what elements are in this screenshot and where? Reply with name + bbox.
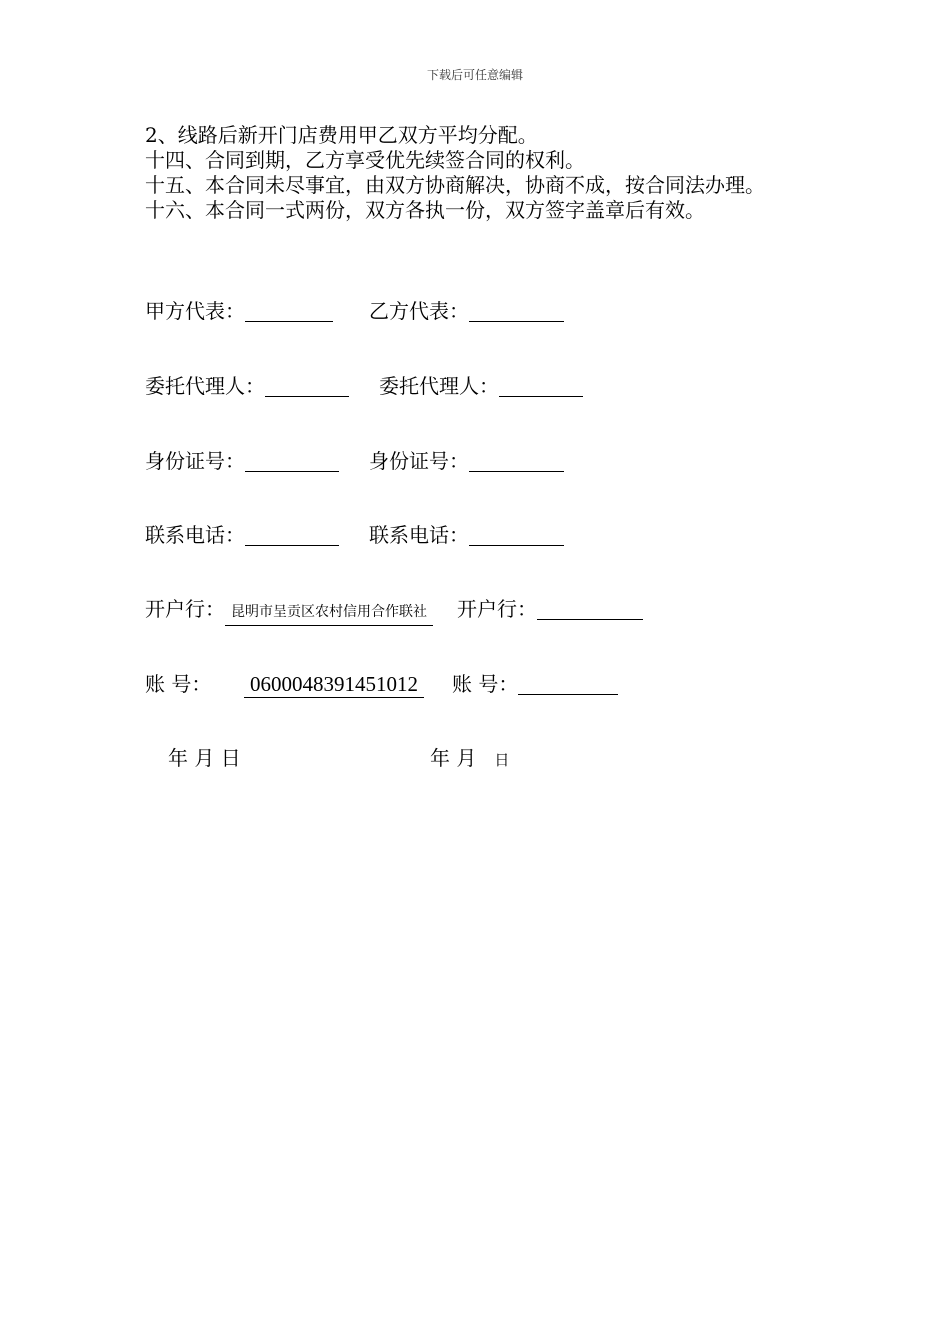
party-b-rep-blank[interactable] [469,299,564,322]
bank-a-field [145,595,433,626]
account-a-field [145,670,211,698]
clause-fee-split: 2、线路后新开门店费用甲乙双方平均分配。 [145,123,538,147]
phone-a-blank[interactable] [245,523,339,546]
contract-clauses [145,123,815,223]
date-b-day: 日 [494,751,510,769]
id-b-blank[interactable] [469,449,564,472]
id-b-label: 身份证号： [369,449,469,473]
phone-b-blank[interactable] [469,523,564,546]
clause-15-disputes: 十五、本合同未尽事宜，由双方协商解决，协商不成，按合同法办理。 [145,173,765,197]
clause-14-renewal: 十四、合同到期，乙方享受优先续签合同的权利。 [145,148,585,172]
phone-b-label: 联系电话： [369,523,469,547]
account-b-label: 账 号： [452,672,519,696]
bank-b-label: 开户行： [457,597,537,621]
bank-a-label: 开户行： [145,597,225,621]
account-a-value-field [244,670,424,698]
page-header: 下载后可任意编辑 [426,68,523,82]
phone-b-field [369,521,564,549]
id-b-field [369,447,564,475]
agent-b-field [379,372,583,400]
account-a-value[interactable]: 0600048391451012 [244,671,424,698]
id-a-field [145,447,339,475]
agent-a-field [145,372,349,400]
agent-a-blank[interactable] [265,374,349,397]
account-b-blank[interactable] [518,672,618,695]
phone-a-field [145,521,339,549]
party-a-rep-blank[interactable] [245,299,333,322]
bank-b-blank[interactable] [537,597,643,620]
party-b-rep-label: 乙方代表： [369,299,469,323]
bank-b-field [457,595,643,623]
account-b-field [452,670,618,698]
date-b [430,744,509,774]
bank-a-value[interactable]: 昆明市呈贡区农村信用合作联社 [225,599,433,626]
agent-b-blank[interactable] [499,374,583,397]
id-a-blank[interactable] [245,449,339,472]
agent-b-label: 委托代理人： [379,374,499,398]
agent-a-label: 委托代理人： [145,374,265,398]
date-b-year-month: 年 月 [430,746,477,770]
party-b-rep-field [369,297,564,325]
party-a-rep-field [145,297,333,325]
clause-16-copies: 十六、本合同一式两份，双方各执一份，双方签字盖章后有效。 [145,198,705,222]
party-a-rep-label: 甲方代表： [145,299,245,323]
id-a-label: 身份证号： [145,449,245,473]
phone-a-label: 联系电话： [145,523,245,547]
account-a-label: 账 号： [145,672,212,696]
date-a: 年 月 日 [168,746,241,770]
